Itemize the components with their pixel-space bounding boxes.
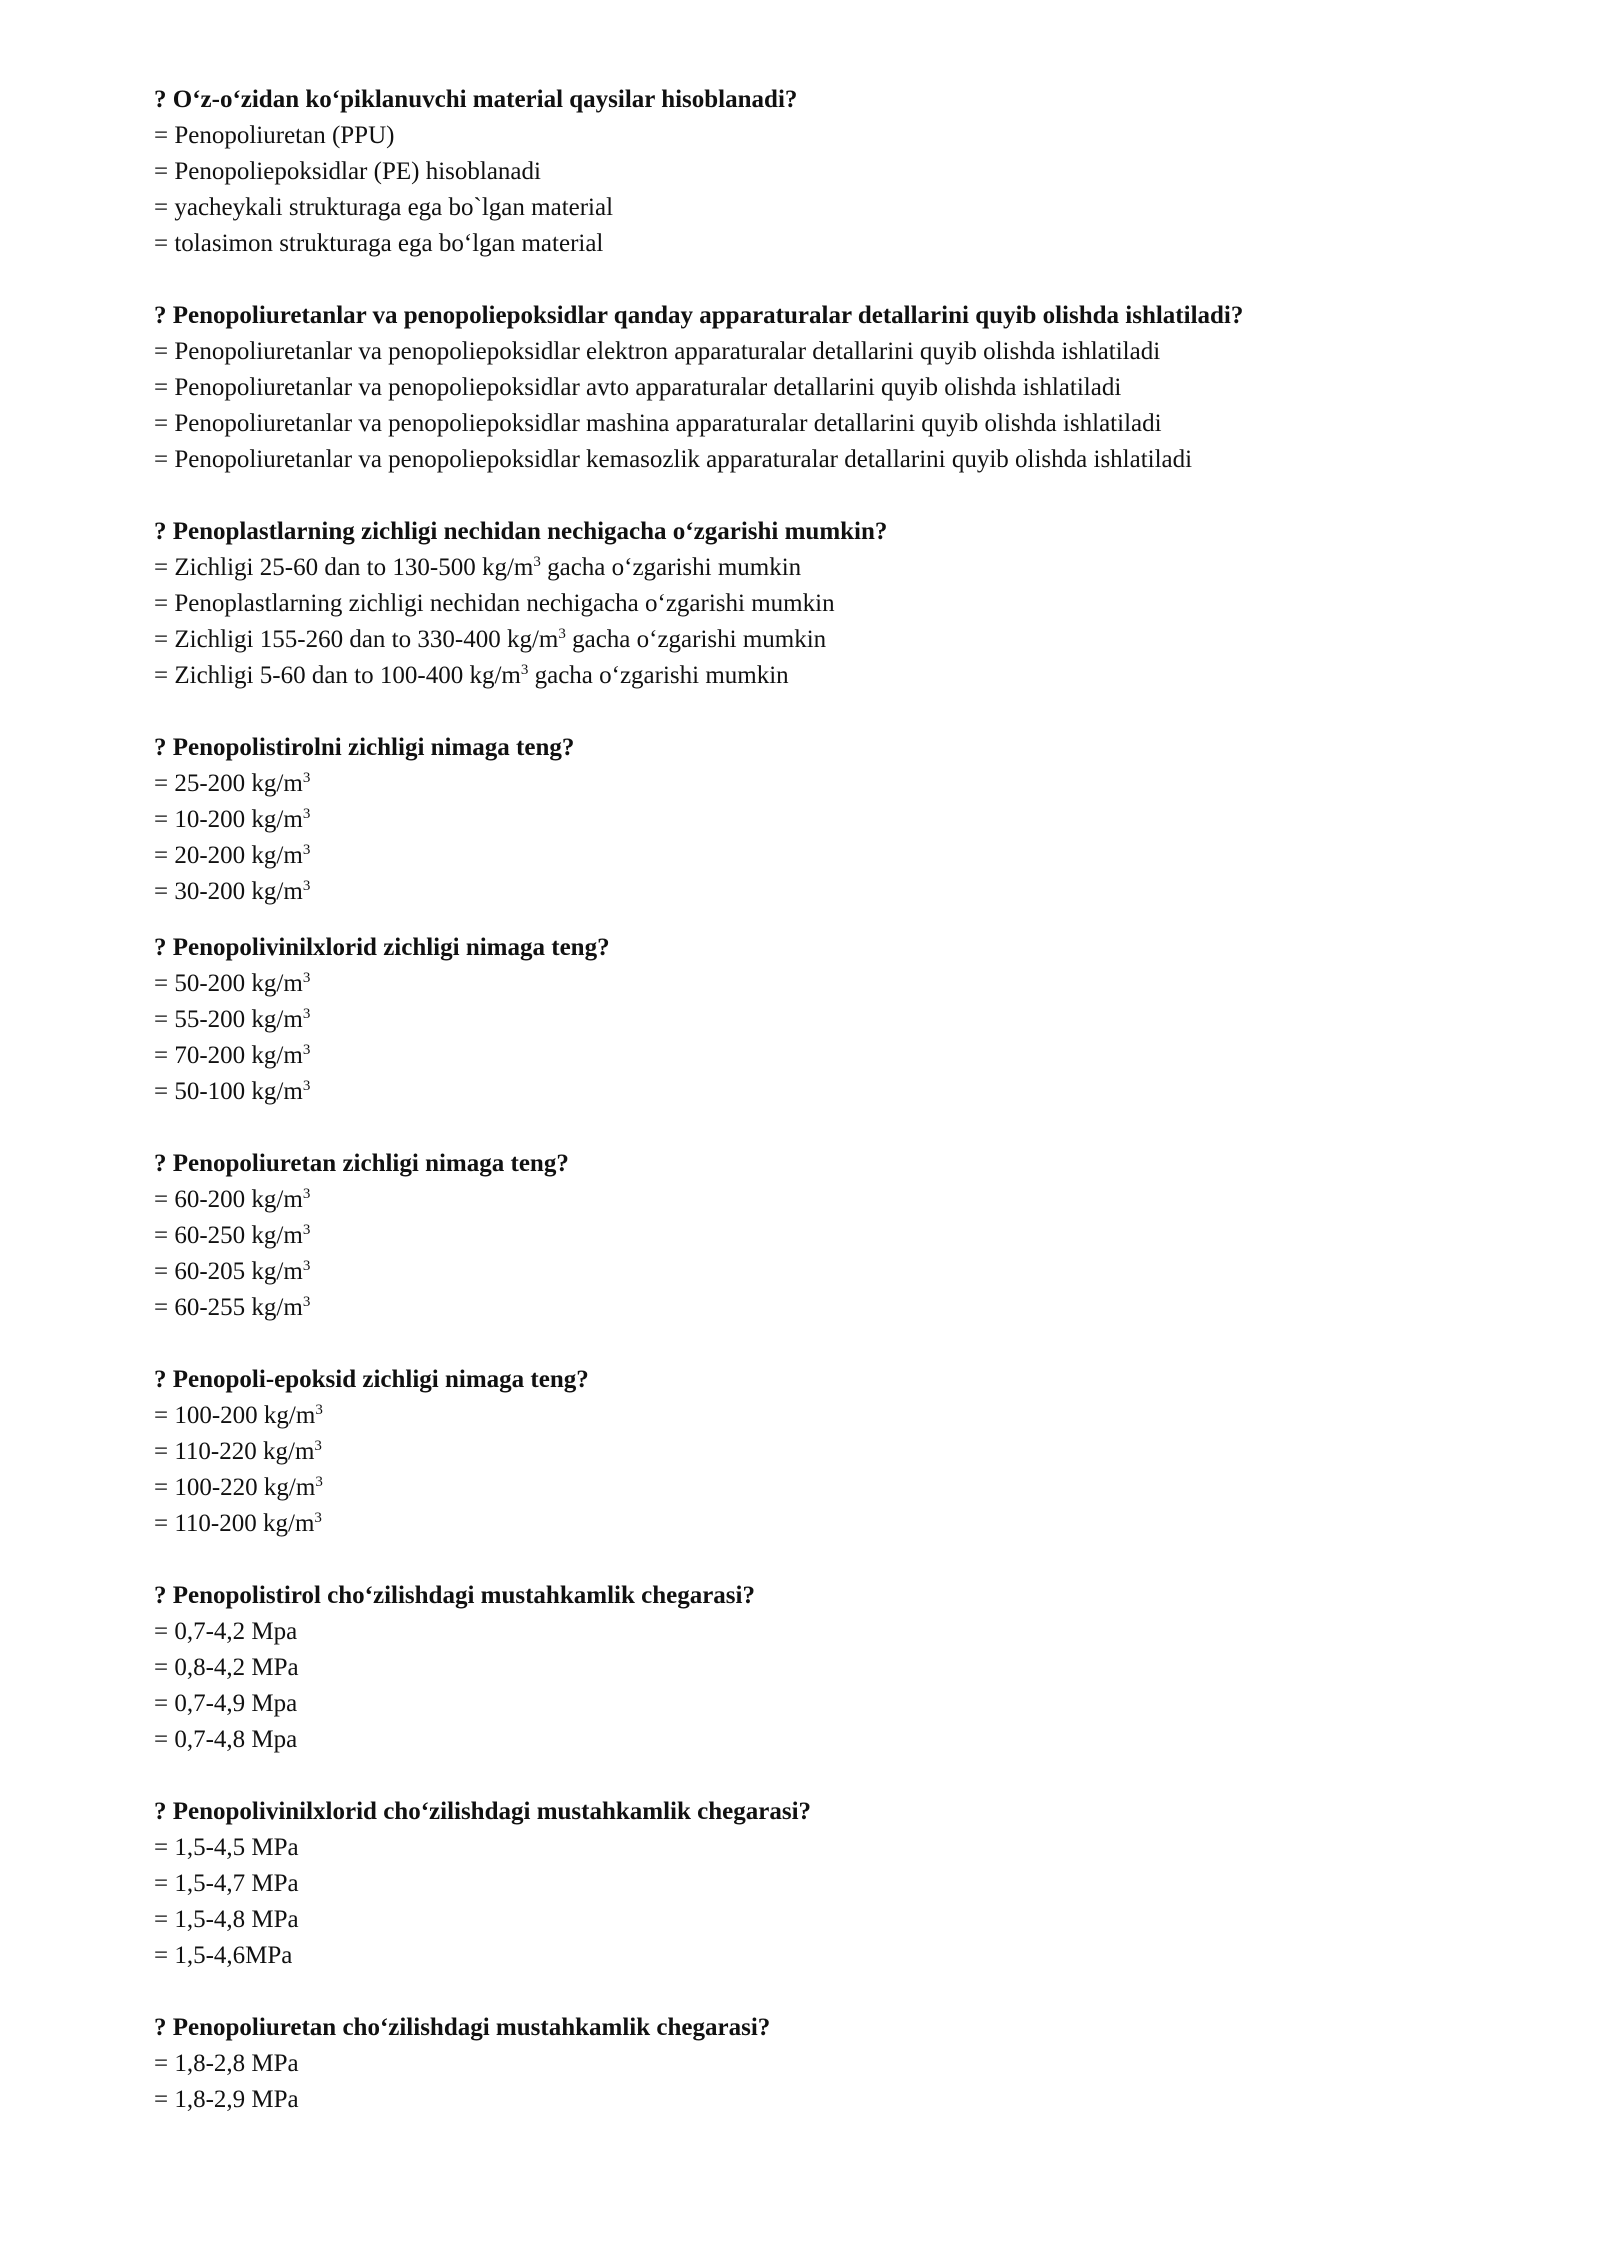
superscript-3: 3 bbox=[302, 1222, 311, 1238]
answer-option: = 60-250 $kg/m^3$ bbox=[154, 1222, 311, 1249]
answer-option: = Zichligi 155-260 dan to 330-400 $kg/m^3$ gacha o‘zgarishi mumkin bbox=[154, 626, 827, 653]
answer-option: = 0,7-4,8 Mpa bbox=[154, 1726, 298, 1753]
superscript-3: 3 bbox=[302, 842, 311, 858]
superscript-3: 3 bbox=[302, 1042, 311, 1058]
answer-option: = 1,8-2,9 MPa bbox=[154, 2086, 299, 2113]
superscript-3: 3 bbox=[302, 770, 311, 786]
superscript-3: 3 bbox=[302, 970, 311, 986]
answer-option: = Penoplastlarning zichligi nechidan nechigacha o‘zgarishi mumkin bbox=[154, 590, 835, 617]
spacer bbox=[154, 1326, 1454, 1362]
superscript-3: 3 bbox=[533, 554, 541, 570]
superscript-3: 3 bbox=[558, 626, 566, 642]
answer-option: = Penopoliuretan (PPU) bbox=[154, 122, 395, 149]
superscript-3: 3 bbox=[302, 806, 311, 822]
answer-option: = yacheykali strukturaga ega bo`lgan material bbox=[154, 194, 614, 221]
superscript-3: 3 bbox=[302, 1006, 311, 1022]
answer-option: = 70-200 $kg/m^3$ bbox=[154, 1042, 311, 1069]
spacer bbox=[154, 478, 1454, 514]
answer-option: = 20-200 $kg/m^3$ bbox=[154, 842, 311, 869]
spacer bbox=[154, 910, 1454, 930]
question-block bbox=[154, 298, 1454, 478]
answer-option: = 100-200 $kg/m^3$ bbox=[154, 1402, 323, 1429]
answer-option: = 0,7-4,2 Mpa bbox=[154, 1618, 298, 1645]
answer-option: = 0,8-4,2 MPa bbox=[154, 1654, 299, 1681]
spacer bbox=[154, 1110, 1454, 1146]
spacer bbox=[154, 1758, 1454, 1794]
answer-option: = 50-200 $kg/m^3$ bbox=[154, 970, 311, 997]
answer-option: = 30-200 $kg/m^3$ bbox=[154, 878, 311, 905]
answer-option: = Penopoliuretanlar va penopoliepoksidlar kemasozlik apparaturalar detallarini quyib olishda ishlatiladi bbox=[154, 446, 1193, 473]
question-block bbox=[154, 514, 1454, 694]
answer-option: = 100-220 $kg/m^3$ bbox=[154, 1474, 323, 1501]
question-block bbox=[154, 1578, 1454, 1758]
answer-option: = Penopoliuretanlar va penopoliepoksidlar avto apparaturalar detallarini quyib olishda ishlatiladi bbox=[154, 374, 1122, 401]
superscript-3: 3 bbox=[302, 1258, 311, 1274]
question-text: ? Penoplastlarning zichligi nechidan nechigacha o‘zgarishi mumkin? bbox=[154, 518, 888, 545]
question-text: ? Penopoliuretan cho‘zilishdagi mustahkamlik chegarasi? bbox=[154, 2014, 771, 2041]
question-text: ? Penopolivinilxlorid cho‘zilishdagi mustahkamlik chegarasi? bbox=[154, 1798, 812, 1825]
question-block bbox=[154, 1146, 1454, 1326]
spacer bbox=[154, 262, 1454, 298]
answer-option: = Zichligi 5-60 dan to 100-400 $kg/m^3$ gacha o‘zgarishi mumkin bbox=[154, 662, 789, 689]
answer-option: = 0,7-4,9 Mpa bbox=[154, 1690, 298, 1717]
answer-option: = 1,5-4,5 MPa bbox=[154, 1834, 299, 1861]
answer-option: = tolasimon strukturaga ega bo‘lgan material bbox=[154, 230, 604, 257]
answer-option: = Penopoliuretanlar va penopoliepoksidlar elektron apparaturalar detallarini quyib olishda ishlatiladi bbox=[154, 338, 1161, 365]
answer-option: = 60-255 $kg/m^3$ bbox=[154, 1294, 311, 1321]
superscript-3: 3 bbox=[315, 1402, 323, 1418]
answer-option: = 1,5-4,7 MPa bbox=[154, 1870, 299, 1897]
superscript-3: 3 bbox=[314, 1510, 322, 1526]
superscript-3: 3 bbox=[302, 1294, 311, 1310]
superscript-3: 3 bbox=[302, 1186, 311, 1202]
answer-option: = 60-200 $kg/m^3$ bbox=[154, 1186, 311, 1213]
answer-option: = 60-205 $kg/m^3$ bbox=[154, 1258, 311, 1285]
question-text: ? Penopoliuretan zichligi nimaga teng? bbox=[154, 1150, 569, 1177]
question-text: ? Penopoliuretanlar va penopoliepoksidlar qanday apparaturalar detallarini quyib olishda ishlatiladi? bbox=[154, 302, 1244, 329]
spacer bbox=[154, 1974, 1454, 2010]
answer-option: = 25-200 $kg/m^3$ bbox=[154, 770, 311, 797]
quiz-document bbox=[154, 82, 1454, 2118]
question-block bbox=[154, 2010, 1454, 2118]
superscript-3: 3 bbox=[302, 878, 311, 894]
spacer bbox=[154, 1542, 1454, 1578]
answer-option: = Penopoliepoksidlar (PE) hisoblanadi bbox=[154, 158, 541, 185]
answer-option: = 1,5-4,8 MPa bbox=[154, 1906, 299, 1933]
answer-option: = 110-220 $kg/m^3$ bbox=[154, 1438, 322, 1465]
question-text: ? Penopolistirol cho‘zilishdagi mustahkamlik chegarasi? bbox=[154, 1582, 755, 1609]
question-block bbox=[154, 1362, 1454, 1542]
answer-option: = 10-200 $kg/m^3$ bbox=[154, 806, 311, 833]
superscript-3: 3 bbox=[302, 1078, 311, 1094]
answer-option: = 110-200 $kg/m^3$ bbox=[154, 1510, 322, 1537]
question-block bbox=[154, 1794, 1454, 1974]
question-text: ? Penopoli-epoksid zichligi nimaga teng? bbox=[154, 1366, 589, 1393]
spacer bbox=[154, 694, 1454, 730]
superscript-3: 3 bbox=[520, 662, 529, 678]
question-text: ? Penopolistirolni zichligi nimaga teng? bbox=[154, 734, 575, 761]
answer-option: = 50-100 $kg/m^3$ bbox=[154, 1078, 311, 1105]
question-text: ? O‘z-o‘zidan ko‘piklanuvchi material qaysilar hisoblanadi? bbox=[154, 86, 798, 113]
answer-option: = 55-200 $kg/m^3$ bbox=[154, 1006, 311, 1033]
answer-option: = Penopoliuretanlar va penopoliepoksidlar mashina apparaturalar detallarini quyib olishda ishlatiladi bbox=[154, 410, 1162, 437]
answer-option: = 1,8-2,8 MPa bbox=[154, 2050, 299, 2077]
answer-option: = Zichligi 25-60 dan to 130-500 $kg/m^3$ gacha o‘zgarishi mumkin bbox=[154, 554, 802, 581]
answer-option: = 1,5-4,6MPa bbox=[154, 1942, 293, 1969]
question-block bbox=[154, 82, 1454, 262]
question-block bbox=[154, 730, 1454, 910]
question-block bbox=[154, 930, 1454, 1110]
question-text: ? Penopolivinilxlorid zichligi nimaga teng? bbox=[154, 934, 610, 961]
superscript-3: 3 bbox=[314, 1438, 322, 1454]
superscript-3: 3 bbox=[315, 1474, 323, 1490]
